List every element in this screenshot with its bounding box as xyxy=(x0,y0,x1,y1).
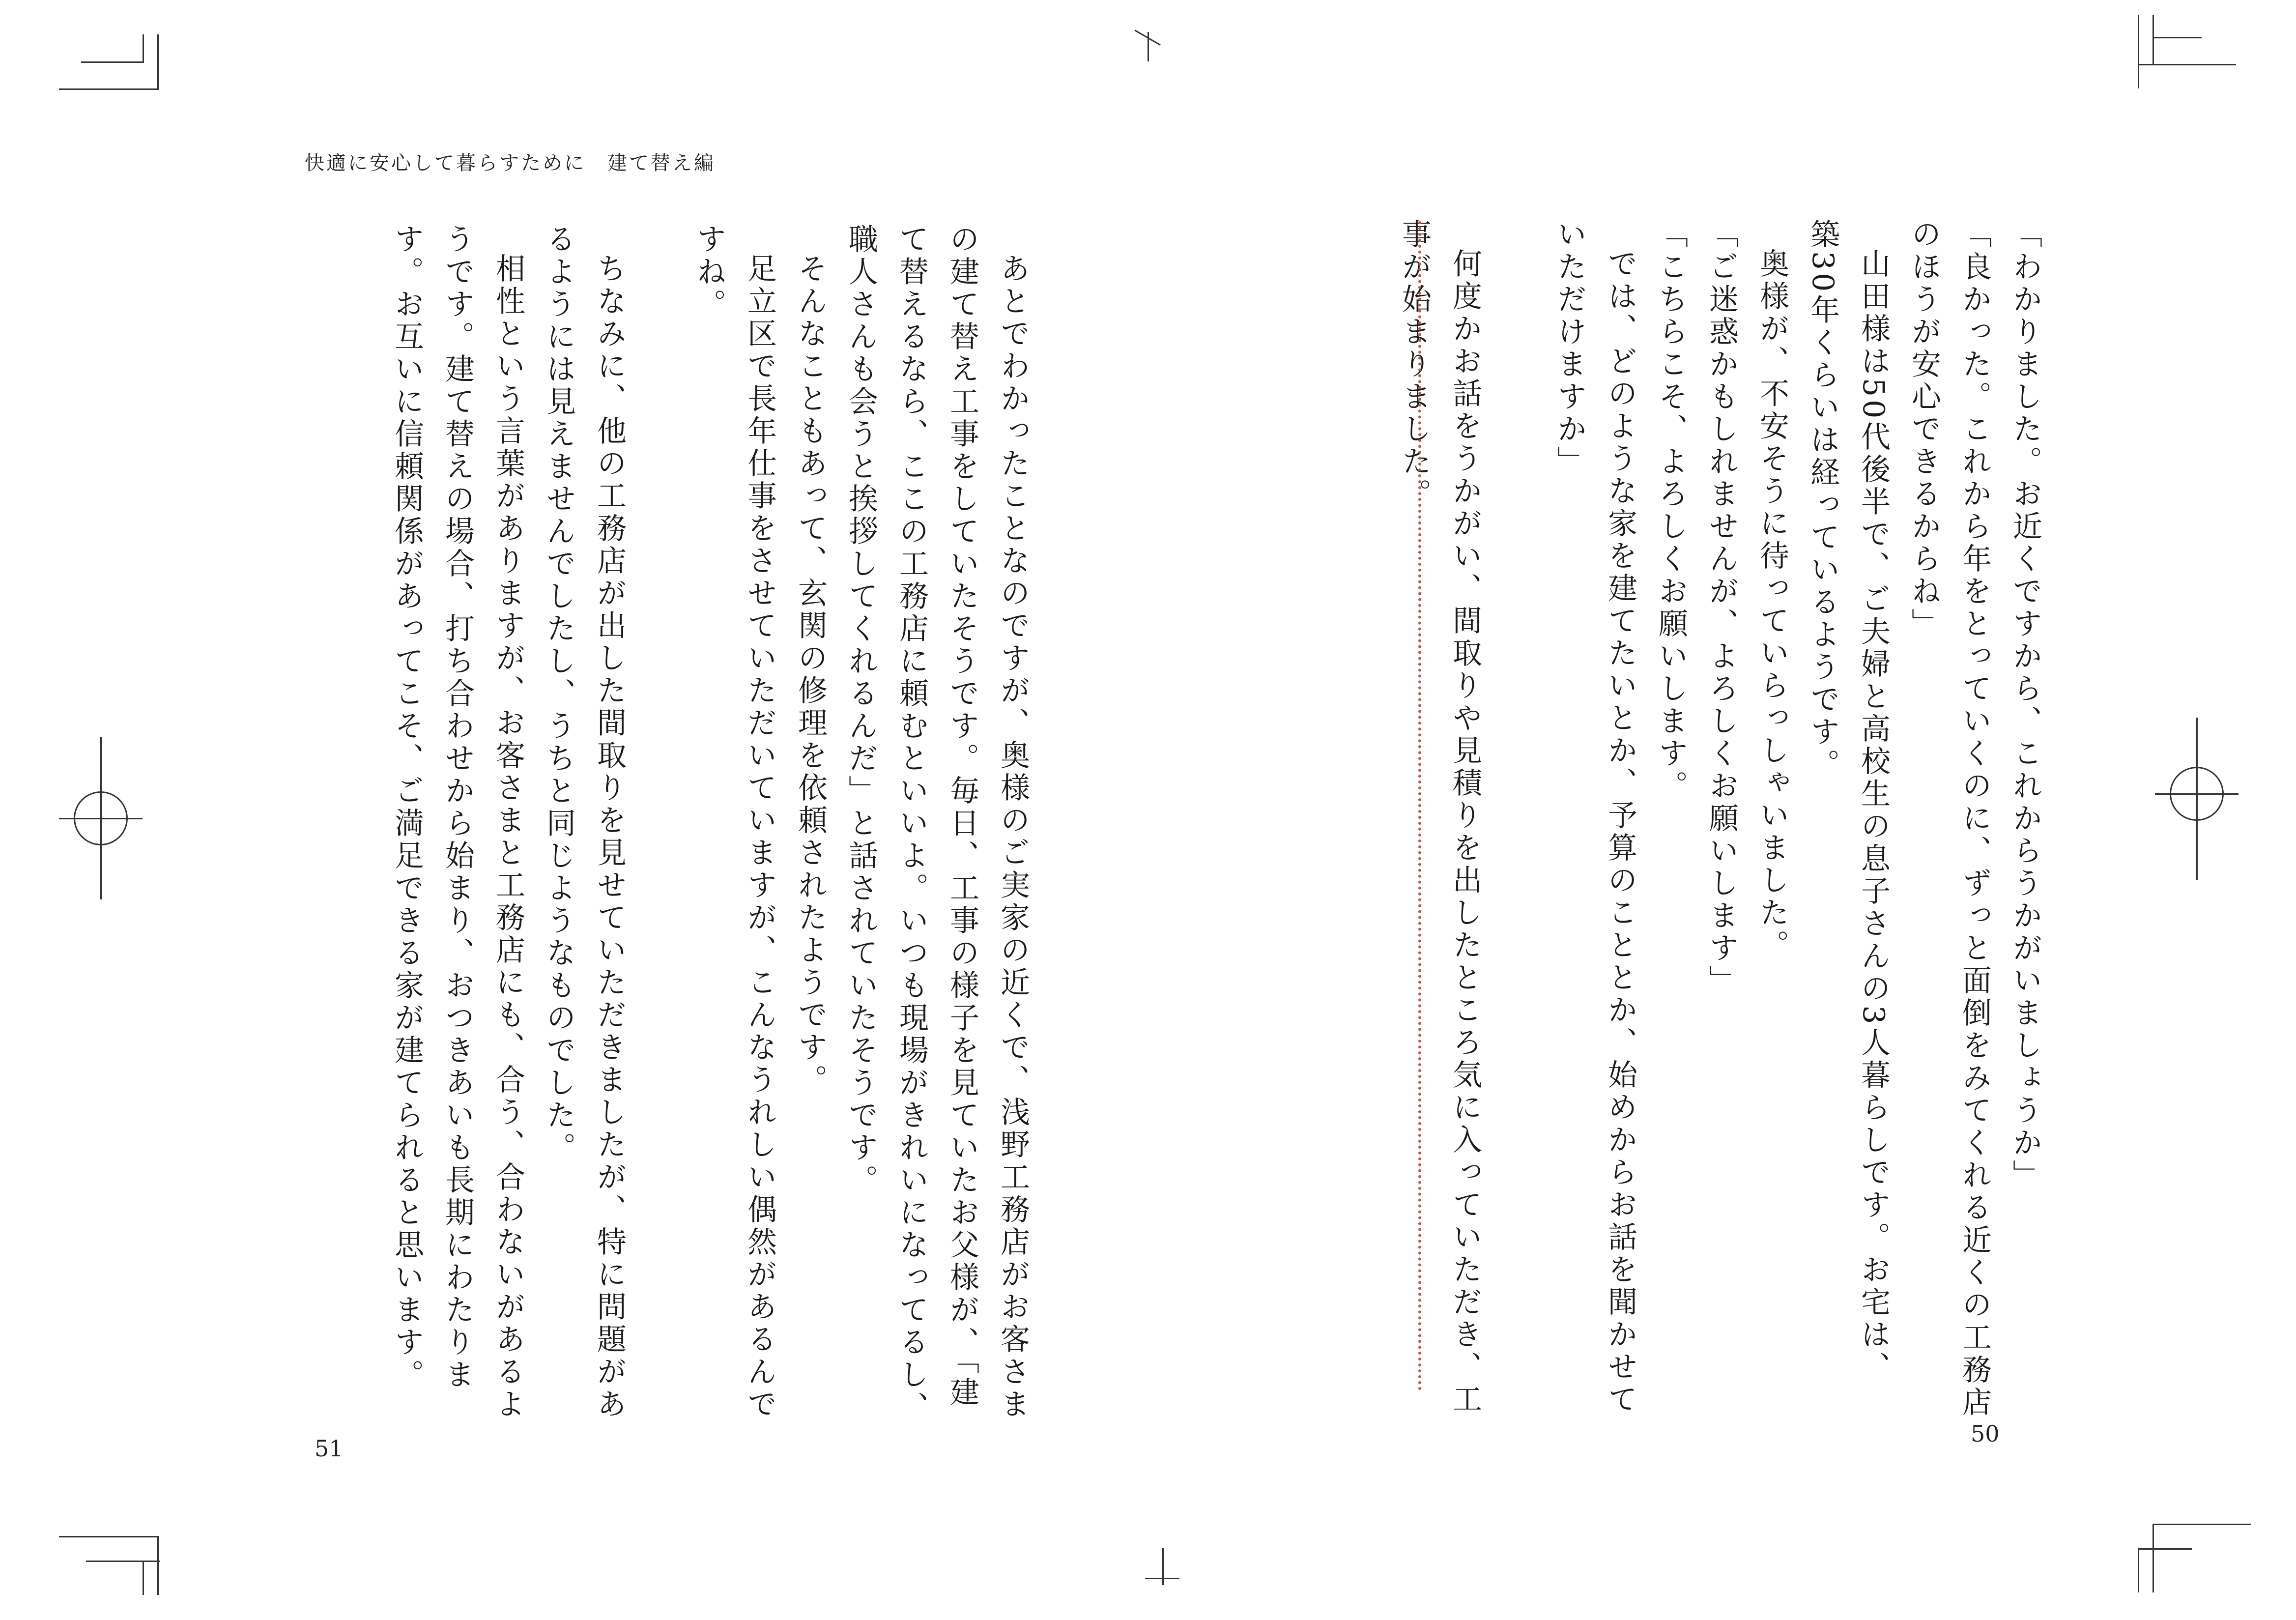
crop-mark xyxy=(1162,1548,1164,1585)
crop-mark xyxy=(1148,32,1149,61)
crop-mark xyxy=(157,1536,159,1595)
crop-mark xyxy=(143,34,144,63)
text-line: す。お互いに信頼関係があってこそ、ご満足できる家が建てられると思います。 xyxy=(390,224,424,1391)
text-line: 職人さんも会うと挨拶してくれるんだ」と話されていたそうです。 xyxy=(844,224,878,1197)
crop-mark xyxy=(2152,37,2202,38)
running-header: 快適に安心して暮らすために 建て替え編 xyxy=(305,152,716,174)
text-line: 足立区で長年仕事をさせていただいていますが、こんなうれしい偶然があるんで xyxy=(743,253,777,1421)
text-line: ちなみに、他の工務店が出した間取りを見せていただきましたが、特に問題があ xyxy=(592,253,627,1421)
crop-mark xyxy=(100,737,102,899)
crop-mark xyxy=(2152,1524,2154,1592)
crop-mark xyxy=(2196,718,2198,880)
right-page-body xyxy=(1389,219,2050,1423)
text-line: のほうが安心できるからね」 xyxy=(1907,219,1941,640)
page-number-left: 51 xyxy=(315,1435,344,1462)
crop-mark xyxy=(1145,1578,1179,1579)
text-line: 何度かお話をうかがい、間取りや見積りを出したところ気に入っていただき、工 xyxy=(1448,248,1482,1416)
text-line: うです。建て替えの場合、打ち合わせから始まり、おつきあいも長期にわたりま xyxy=(440,224,475,1391)
text-line: 事が始まりました。 xyxy=(1397,219,1432,511)
text-line: て替えるなら、ここの工務店に頼むといいよ。いつも現場がきれいになってるし、 xyxy=(894,224,929,1424)
crop-mark xyxy=(2138,15,2139,88)
crop-mark xyxy=(2152,15,2154,64)
text-line: 「ご迷惑かもしれませんが、よろしくお願いします」 xyxy=(1704,219,1739,997)
text-line: そんなこともあって、玄関の修理を依頼されたようです。 xyxy=(793,253,828,1097)
crop-mark xyxy=(59,1536,157,1537)
crop-mark xyxy=(157,34,159,90)
text-line: 「わかりました。お近くですから、これからうかがいましょうか」 xyxy=(2008,219,2042,1192)
text-line: あとでわかったことなのですが、奥様のご実家の近くで、浅野工務店がお客さま xyxy=(996,253,1030,1421)
text-line: では、どのような家を建てたいとか、予算のこととか、始めからお話を聞かせて xyxy=(1603,248,1637,1416)
page-number-right: 50 xyxy=(1971,1420,2000,1447)
crop-mark xyxy=(86,1561,160,1562)
text-line: すね。 xyxy=(692,224,726,321)
text-line: 奥様が、不安そうに待っていらっしゃいました。 xyxy=(1755,248,1789,962)
crop-mark xyxy=(2138,64,2236,65)
crop-mark xyxy=(143,1561,144,1595)
crop-mark xyxy=(2138,1548,2192,1550)
text-line: 「こちらこそ、よろしくお願いします。 xyxy=(1654,219,1688,803)
text-line: の建て替え工事をしていたそうです。毎日、工事の様子を見ていたお父様が、「建 xyxy=(945,224,979,1409)
text-line: いただけますか」 xyxy=(1552,219,1587,478)
text-line: 「良かった。これから年をとっていくのに、ずっと面倒をみてくれる近くの工務店 xyxy=(1957,219,1992,1419)
crop-mark xyxy=(2138,1548,2139,1592)
section-divider xyxy=(1418,221,1421,1391)
text-line: 山田様は50代後半で、ご夫婦と高校生の息子さんの3人暮らしです。お宅は、 xyxy=(1856,248,1891,1384)
left-page-body xyxy=(381,224,1038,1433)
crop-mark xyxy=(2152,1524,2251,1525)
text-line: 相性という言葉がありますが、お客さまと工務店にも、合う、合わないがあるよ xyxy=(491,253,525,1421)
crop-mark xyxy=(81,61,143,63)
text-line: 築30年くらいは経っているようです。 xyxy=(1806,219,1840,781)
text-line: るようには見えませんでしたし、うちと同じようなものでした。 xyxy=(542,224,576,1164)
crop-mark xyxy=(59,88,157,90)
